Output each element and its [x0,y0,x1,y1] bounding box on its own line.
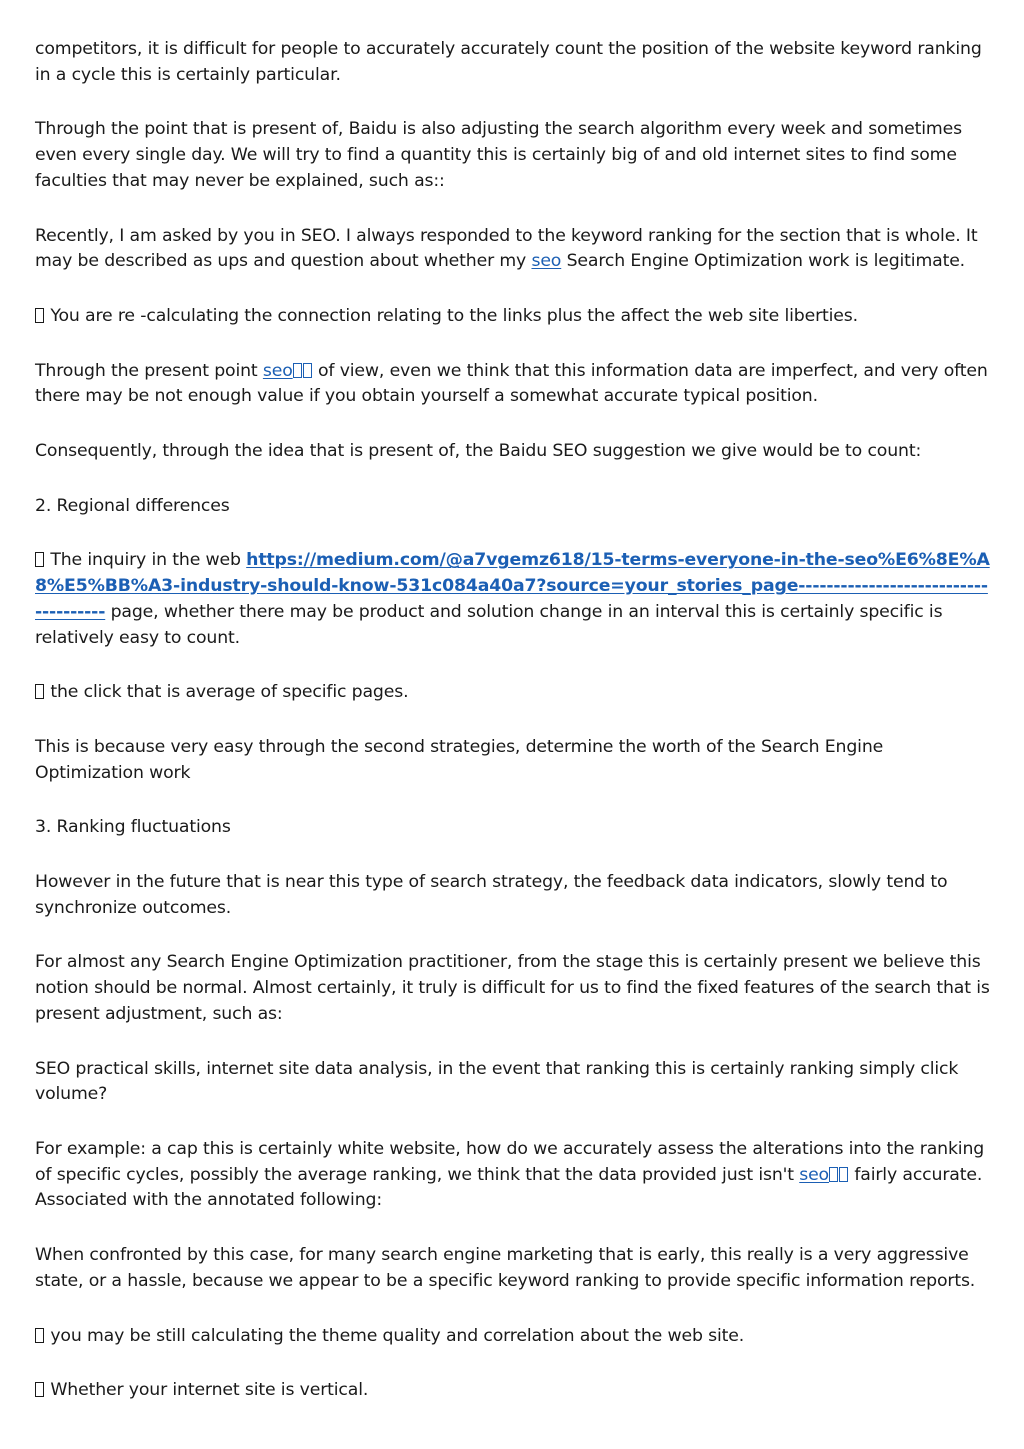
paragraph: This is because very easy through the second strategies, determine the worth of the Search Engine Optimization work [35,736,884,783]
medium-article-link[interactable]: https://medium.com/@a7vgemz618/15-terms-everyone-in-the-seo%E6%8E%A8%E5%BB%A3-industry-should-know-531c084a40a7?source=your_stories_page------------------------------------- [35,550,990,622]
tofu-box-icon [303,363,312,378]
paragraph-text: of view, even we think that this information data are imperfect, and very often there may be not enough value if you obtain yourself a somewhat accurate typical position. [35,360,988,407]
section-heading: 2. Regional differences [35,495,230,516]
paragraph-text: For example: a cap this is certainly white website, how do we accurately assess the alterations into the ranking of specific cycles, possibly the average ranking, we think that the data provided just isn't [35,1138,985,1185]
link-text: seo [262,360,293,381]
paragraph: For almost any Search Engine Optimization practitioner, from the stage this is certainly present we believe this notion should be normal. Almost certainly, it truly is difficult for us to find the fixed features of the search that is present adjustment, such as: [35,952,990,1024]
tofu-box-icon [35,552,44,567]
paragraph-text: Recently, I am asked by you in SEO. I always responded to the keyword ranking for the section that is whole. It may be described as ups and question about whether my [35,225,978,272]
paragraph [35,224,990,275]
paragraph-text: You are re -calculating the connection relating to the links plus the affect the web site liberties. [45,305,858,326]
paragraph-text: the click that is average of specific pages. [45,682,409,703]
bullet-paragraph [35,1324,990,1350]
paragraph-text: Whether your internet site is vertical. [45,1380,369,1401]
tofu-box-icon [839,1167,848,1182]
paragraph: Consequently, through the idea that is present of, the Baidu SEO suggestion we give would be to count: [35,441,922,462]
tofu-box-icon [35,1328,44,1343]
paragraph [35,359,990,410]
seo-link[interactable] [263,361,313,381]
paragraph-text: Search Engine Optimization work is legitimate. [561,251,966,272]
link-text: seo [799,1164,829,1185]
paragraph: However in the future that is near this type of search strategy, the feedback data indicators, slowly tend to synchronize outcomes. [35,872,948,918]
paragraph: SEO practical skills, internet site data analysis, in the event that ranking this is certainly ranking simply click volume? [35,1058,959,1105]
tofu-box-icon [35,684,44,699]
paragraph-text: you may be still calculating the theme quality and correlation about the web site. [45,1325,745,1346]
bullet-paragraph [35,304,990,330]
paragraph: Through the point that is present of, Baidu is also adjusting the search algorithm every week and sometimes even every single day. We will try to find a quantity this is certainly big of and old internet sites to find some faculties that may never be explained, such as:: [35,119,962,191]
tofu-box-icon [293,363,302,378]
paragraph: When confronted by this case, for many search engine marketing that is early, this really is a very aggressive state, or a hassle, because we appear to be a specific keyword ranking to provide specific information reports. [35,1245,976,1291]
seo-link[interactable]: seo [531,251,562,272]
bullet-paragraph [35,548,990,651]
paragraph-text: fairly accurate. Associated with the annotated following: [35,1164,983,1211]
section-heading: 3. Ranking fluctuations [35,817,231,838]
tofu-box-icon [829,1167,838,1182]
paragraph [35,1137,990,1214]
tofu-box-icon [35,308,44,323]
paragraph: competitors, it is difficult for people to accurately accurately count the position of the website keyword ranking in a cycle this is certainly particular. [35,39,982,85]
paragraph-text: page, whether there may be product and solution change in an interval this is certainly specific is relatively easy to count. [35,601,943,648]
bullet-paragraph [35,1378,990,1404]
tofu-box-icon [35,1382,44,1397]
bullet-paragraph [35,680,990,706]
document-body [35,37,990,1433]
paragraph-text: Through the present point [35,360,263,381]
paragraph-text: The inquiry in the web [45,550,247,571]
seo-link[interactable] [799,1165,849,1185]
